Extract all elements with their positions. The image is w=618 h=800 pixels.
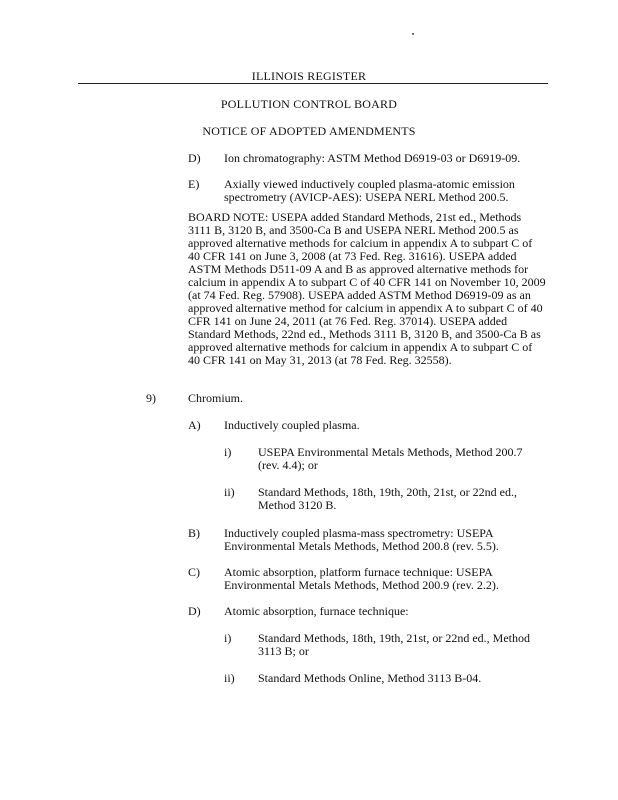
chromium-c-text: Atomic absorption, platform furnace technique: USEPA Environmental Metals Methods, Method 200.9 (rev. 2.2).: [224, 565, 499, 592]
chromium-d-i-label: i): [224, 631, 232, 645]
item-e-label: E): [188, 177, 200, 191]
board-title: POLLUTION CONTROL BOARD: [220, 97, 398, 111]
chromium-a-i-text: USEPA Environmental Metals Methods, Method 200.7 (rev. 4.4); or: [258, 445, 523, 472]
item-e-text: Axially viewed inductively coupled plasma-atomic emission spectrometry (AVICP-AES): USEPA NERL Method 200.5.: [224, 177, 515, 204]
header-rule: [78, 83, 548, 84]
chromium-a-label: A): [188, 418, 201, 432]
chromium-d-label: D): [188, 604, 201, 618]
notice-title: NOTICE OF ADOPTED AMENDMENTS: [202, 124, 416, 138]
chromium-b-label: B): [188, 526, 200, 540]
chromium-c-label: C): [188, 565, 200, 579]
chromium-d-i-text: Standard Methods, 18th, 19th, 21st, or 22nd ed., Method 3113 B; or: [258, 631, 530, 658]
item-9-label: 9): [146, 391, 156, 405]
chromium-d-ii-text: Standard Methods Online, Method 3113 B-04.: [258, 671, 482, 685]
scan-speck: [412, 33, 414, 35]
board-note: BOARD NOTE: USEPA added Standard Methods, 21st ed., Methods 3111 B, 3120 B, and 3500-Ca B and USEPA NERL Method 200.5 as approved alternative methods for calcium in appendix A to subpart C of 40 CFR 141 on June 3, 2008 (at 73 Fed. Reg. 31616). USEPA added ASTM Methods D511-09 A and B as approved alternative methods for calcium in appendix A to subpart C of 40 CFR 141 on November 10, 2009 (at 74 Fed. Reg. 57908). USEPA added ASTM Method D6919-09 as an approved alternative method for calcium in appendix A to subpart C of 40 CFR 141 on June 24, 2011 (at 76 Fed. Reg. 37014). USEPA added Standard Methods, 22nd ed., Methods 3111 B, 3120 B, and 3500-Ca B as approved alternative methods for calcium in appendix A to subpart C of 40 CFR 141 on May 31, 2013 (at 78 Fed. Reg. 32558).: [188, 210, 546, 367]
chromium-d-ii-label: ii): [224, 671, 235, 685]
item-d-label: D): [188, 151, 201, 165]
item-9-text: Chromium.: [188, 391, 244, 405]
chromium-b-text: Inductively coupled plasma-mass spectrometry: USEPA Environmental Metals Methods, Method 200.8 (rev. 5.5).: [224, 526, 499, 553]
chromium-a-ii-text: Standard Methods, 18th, 19th, 20th, 21st, or 22nd ed., Method 3120 B.: [258, 485, 517, 512]
item-d-text: Ion chromatography: ASTM Method D6919-03 or D6919-09.: [224, 151, 521, 165]
chromium-d-text: Atomic absorption, furnace technique:: [224, 604, 409, 618]
chromium-a-text: Inductively coupled plasma.: [224, 418, 360, 432]
chromium-a-i-label: i): [224, 445, 232, 459]
chromium-a-ii-label: ii): [224, 485, 235, 499]
register-title: ILLINOIS REGISTER: [251, 69, 367, 83]
